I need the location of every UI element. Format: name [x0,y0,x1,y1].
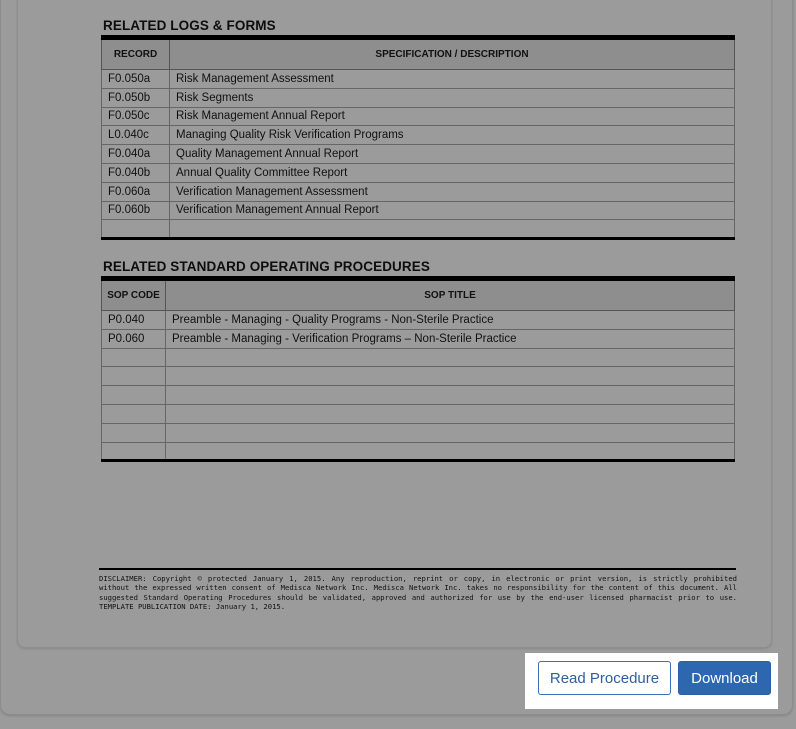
description-cell [170,220,735,239]
sop-table-row [102,329,735,348]
description-cell: Verification Management Assessment [170,182,735,201]
sop-code-cell [102,404,166,423]
sop-title-cell: Preamble - Managing - Quality Programs - Non-Sterile Practice [166,311,735,330]
disclaimer-text: DISCLAIMER: Copyright © protected January 1, 2015. Any reproduction, reprint or copy, in electronic or print version, is strictly prohibited without the expressed written consent of Medisca Network Inc. Medisca Network Inc. takes no responsibility for the content of this document. All suggested Standard Operating Procedures should be validated, approved and authorized for use by the end-user licensed pharmacist prior to use. TEMPLATE PUBLICATION DATE: January 1, 2015. [99,574,737,612]
sop-table-row [102,404,735,423]
description-cell: Risk Management Annual Report [170,107,735,126]
record-cell: F0.050a [102,70,170,89]
sop-section-title: RELATED STANDARD OPERATING PROCEDURES [103,259,430,274]
description-cell: Annual Quality Committee Report [170,163,735,182]
sop-title-cell [166,423,735,442]
record-cell: F0.040b [102,163,170,182]
record-cell [102,220,170,239]
sop-table-header [102,279,735,311]
sop-code-cell [102,367,166,386]
description-cell: Quality Management Annual Report [170,145,735,164]
record-cell: F0.050b [102,88,170,107]
sop-title-cell [166,367,735,386]
action-bar [525,653,778,709]
sop-table-row [102,367,735,386]
record-cell: L0.040c [102,126,170,145]
sop-table-row [102,386,735,405]
sop-code-cell [102,423,166,442]
logs-table-row [102,107,735,126]
disclaimer-divider [99,568,736,570]
record-cell: F0.060b [102,201,170,220]
sop-table [101,276,735,462]
sop-code-cell [102,348,166,367]
sop-title-column-header: SOP TITLE [166,279,735,311]
logs-table-row [102,220,735,239]
sop-title-cell [166,442,735,461]
sop-code-cell [102,442,166,461]
sop-title-cell [166,386,735,405]
record-column-header: RECORD [102,38,170,70]
read-procedure-button[interactable]: Read Procedure [538,661,671,695]
record-cell: F0.060a [102,182,170,201]
logs-table-row [102,126,735,145]
sop-title-cell: Preamble - Managing - Verification Programs – Non-Sterile Practice [166,329,735,348]
sop-table-row [102,423,735,442]
sop-code-cell: P0.060 [102,329,166,348]
description-cell: Managing Quality Risk Verification Programs [170,126,735,145]
description-cell: Risk Management Assessment [170,70,735,89]
sop-title-cell [166,404,735,423]
logs-table-header [102,38,735,70]
sop-table-row [102,348,735,367]
record-cell: F0.040a [102,145,170,164]
logs-table-row [102,88,735,107]
sop-table-row [102,442,735,461]
logs-table-row [102,145,735,164]
description-column-header: SPECIFICATION / DESCRIPTION [170,38,735,70]
description-cell: Risk Segments [170,88,735,107]
description-cell: Verification Management Annual Report [170,201,735,220]
sop-title-cell [166,348,735,367]
logs-table-row [102,201,735,220]
logs-section-title: RELATED LOGS & FORMS [103,18,276,33]
record-cell: F0.050c [102,107,170,126]
logs-table-row [102,70,735,89]
sop-table-row [102,311,735,330]
sop-code-cell: P0.040 [102,311,166,330]
sop-code-cell [102,386,166,405]
logs-table-row [102,182,735,201]
download-button[interactable]: Download [678,661,771,695]
logs-table [101,35,735,240]
logs-table-row [102,163,735,182]
sop-code-column-header: SOP CODE [102,279,166,311]
